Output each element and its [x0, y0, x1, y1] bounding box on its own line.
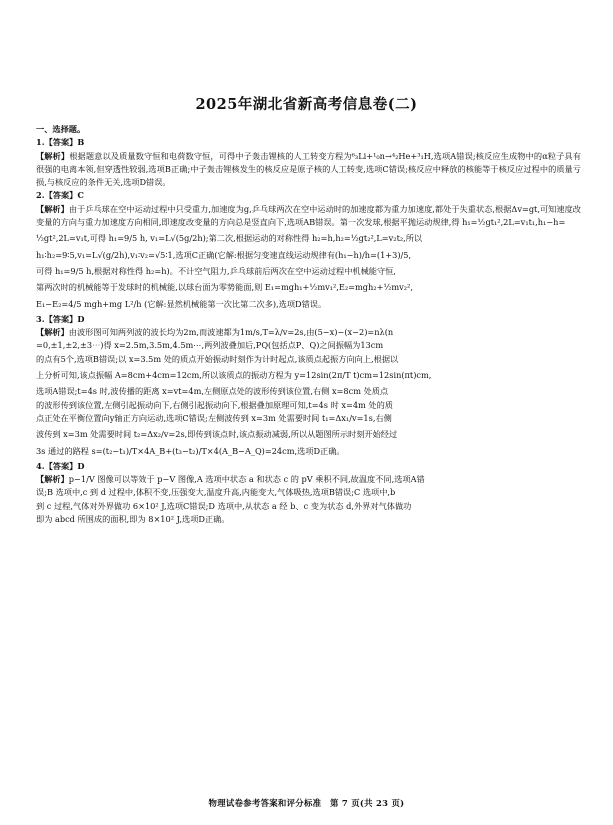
q4-answer: 【答案】D [44, 460, 85, 471]
q1-analysis-tag: 【解析】 [36, 150, 70, 161]
q2-answer-line [36, 189, 581, 202]
q2-number: 2. [36, 190, 45, 201]
q4-line-2: 误;B 选项中,c 到 d 过程中,体积不变,压强变大,温度升高,内能变大,气体吸热,选项B错误;C 选项中,b [36, 487, 396, 498]
q3-analysis [36, 326, 581, 339]
q2-line-3: h₁∶h₂=9∶5,v₁=L√(g/2h),v₁∶v₂=√5∶1,选项C正确(它解:根据匀变速直线运动规律有(h₁−h)/h=(1+3)/5, [36, 249, 412, 260]
q3-line-1: 由波形图可知两列波的波长均为2m,而波速都为1m/s,T=λ/v=2s,由(5−x)−(x−2)=nλ(n [68, 327, 394, 338]
q1-number: 1. [36, 137, 45, 148]
q4-answer-line [36, 460, 581, 473]
q2-line-2: ½gt²,2L=v₁t,可得 h₁=9/5 h, v₁=L√(5g/2h);第二次,根据运动的对称性得 h₂=h,h₂=½gt₂²,L=v₂t₂,所以 [36, 233, 423, 244]
q2-analysis [36, 203, 581, 230]
page-footer: 物理试卷参考答案和评分标准 第 7 页(共 23 页) [208, 798, 405, 808]
q2-line-5: 第两次时的机械能等于发球时的机械能,以球台面为零势能面,则 E₁=mgh₁+½mv₁²,E₂=mgh₂+½mv₂², [36, 282, 413, 293]
q2-analysis-tag: 【解析】 [36, 203, 69, 214]
document-title: 2025年湖北省新高考信息卷(二) [195, 96, 418, 113]
q3-line-2: =0,±1,±2,±3⋯)得 x=2.5m,3.5m,4.5m⋯,两列波叠加后,PQ(包括点P、Q)之间振幅为13cm [36, 340, 384, 351]
q3-line-4: 上分析可知,该点振幅 A=8cm+4cm=12cm,所以该质点的振动方程为 y=12sin(2π/T t)cm=12sin(πt)cm, [36, 370, 432, 381]
q3-answer: 【答案】D [44, 313, 85, 324]
q3-number: 3. [36, 313, 45, 324]
q4-analysis-tag: 【解析】 [36, 474, 69, 485]
q1-answer: 【答案】B [44, 137, 85, 148]
q3-line-5: 选项A错误;t=4s 时,波传播的距离 x=vt=4m,左侧原点处的波形传到该位置,右侧 x=8cm 处质点 [36, 386, 389, 397]
q3-answer-line [36, 313, 581, 326]
q2-line-1: 由于乒乓球在空中运动过程中只受重力,加速度为g,乒乓球两次在空中运动时的加速度都为重力加速度,都处于失重状态,根据Δv=gt,可知速度改变量的方向与重力加速度方向相同,即速度改变量的方向总是竖直向下,选项AB错误。第一次发球,根据平抛运动规律,得 h₁=½gt₁²,2L=v₁t₁,h₁−h= [36, 203, 581, 228]
q1-answer-line [36, 136, 581, 149]
q1-analysis [36, 150, 581, 190]
q3-line-3: 的点有5个,选项B错误;以 x=3.5m 处的质点开始振动时刻作为计时起点,该质点起振方向向上,根据以 [36, 353, 399, 364]
q3-line-6: 的波形传到该位置,左侧引起振动向下,右侧引起振动向下,根据叠加原理可知,t=4s 时 x=4m 处的质 [36, 399, 393, 410]
q4-analysis [36, 473, 581, 486]
q3-analysis-tag: 【解析】 [36, 327, 69, 338]
q3-line-9: 3s 通过的路程 s=(t₂−t₁)/T×4A_B+(t₃−t₂)/T×4(A_B−A_Q)=24cm,选项D正确。 [36, 445, 345, 456]
q2-line-4: 可得 h₁=9/5 h,根据对称性得 h₂=h)。不计空气阻力,乒乓球前后两次在空中运动过程中机械能守恒, [36, 265, 396, 276]
q2-line-6: E₁−E₂=4/5 mgh+mg L²/h (它解:显然机械能第一次比第二次多),选项D错误。 [36, 298, 327, 309]
section-heading: 一、选择题。 [36, 124, 86, 134]
q3-line-8: 波传到 x=3m 处需要时间 t₂=Δx₂/v=2s,即传到该点时,该点振动减弱,所以从题图所示时刻开始经过 [36, 429, 398, 440]
q2-answer: 【答案】C [44, 190, 84, 201]
content-body [36, 123, 581, 526]
q4-line-4: 即为 abcd 所围成的面积,即为 8×10² J,选项D正确。 [36, 514, 230, 525]
q4-line-1: p−1/V 图像可以等效于 p−V 图像,A 选项中状态 a 和状态 c 的 pV 乘积不同,故温度不同,选项A错 [68, 474, 425, 485]
q4-line-3: 到 c 过程,气体对外界做功 6×10² J,选项C错误;D 选项中,从状态 a 经 b、c 变为状态 d,外界对气体做功 [36, 500, 412, 511]
q4-number: 4. [36, 460, 45, 471]
q1-analysis-text: 根据题意以及质量数守恒和电荷数守恒，可得中子轰击锂核的人工转变方程为⁶₃Li+¹₀n→⁴₂He+³₁H,选项A错误;核反应生成物中的α粒子具有很强的电离本领,但穿透性较弱,选项B正确;中子轰击锂核发生的核反应是原子核的人工转变,选项C错误;核反应中释放的核能等于核反应过程中的质量亏损,与核反应的条件无关,选项D错误。 [36, 150, 581, 188]
q3-line-7: 点正处在平衡位置向y轴正方向运动,选项C错误;左侧波传到 x=3m 处需要时间 t₁=Δx₁/v=1s,右侧 [36, 412, 392, 423]
